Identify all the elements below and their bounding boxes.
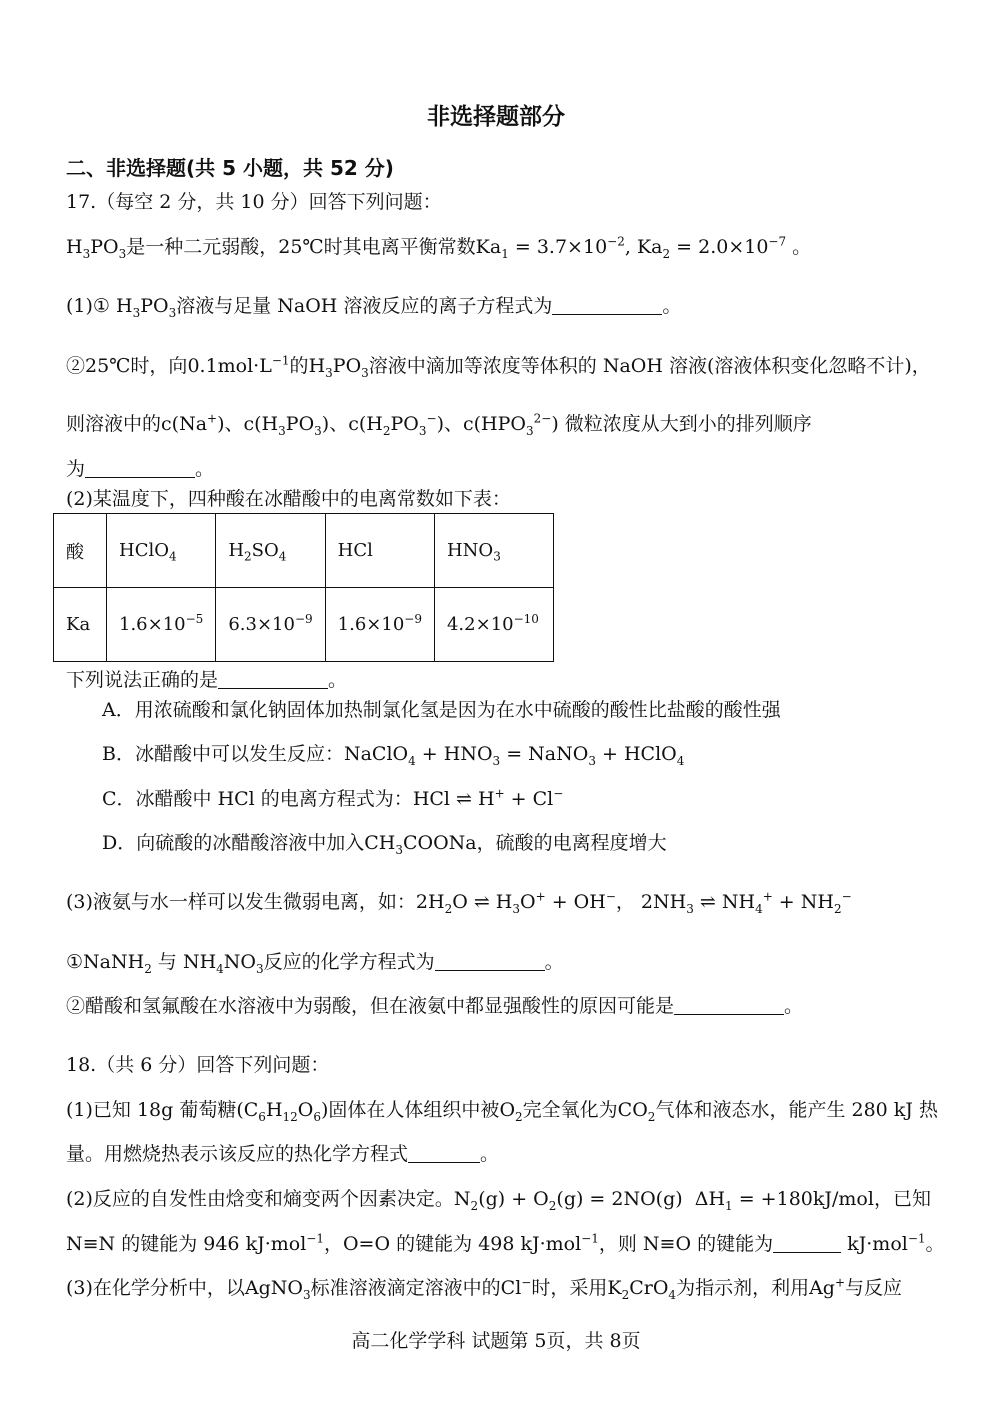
table-cell: $4.2\times 10^{-10}$ [434, 588, 553, 662]
q18-part2-b: N≡N 的键能为 946 kJ·mol$^{-1}$，O=O 的键能为 498 kJ·mol$^{-1}$，则 N≡O 的键能为 kJ·mol$^{-1}$。 [66, 1231, 945, 1255]
table-label-ka: Ka [54, 588, 107, 662]
q17-part1-2: ②25℃时，向$0.1mol\cdot L^{-1}$的$H_3PO_3$溶液中滴加等浓度等体积的 NaOH 溶液(溶液体积变化忽略不计)， [66, 353, 931, 380]
answer-blank[interactable] [773, 1234, 841, 1253]
answer-blank[interactable] [674, 996, 784, 1015]
table-header-hclo4: HClO$_4$ [107, 514, 216, 588]
q17-part2-question: 下列说法正确的是 。 [66, 669, 348, 691]
q17-part3-2: ②醋酸和氢氟酸在水溶液中为弱酸，但在液氨中都显强酸性的原因可能是 。 [66, 995, 804, 1017]
answer-blank[interactable] [552, 296, 662, 315]
q17-part2: (2)某温度下，四种酸在冰醋酸中的电离常数如下表： [66, 488, 511, 510]
table-cell: $6.3\times 10^{-9}$ [216, 588, 325, 662]
q17-part1: (1)① $H_3PO_3$溶液与足量 NaOH 溶液反应的离子方程式为 。 [66, 295, 682, 320]
option-d: D．向硫酸的冰醋酸溶液中加入$CH_3COONa$，硫酸的电离程度增大 [102, 832, 667, 857]
q18-part1-b: 量。用燃烧热表示该反应的热化学方程式 。 [66, 1143, 500, 1165]
option-a: A．用浓硫酸和氯化钠固体加热制氯化氢是因为在水中硫酸的酸性比盐酸的酸性强 [102, 699, 781, 721]
ka-table [53, 513, 554, 662]
table-header-hcl: HCl [325, 514, 434, 588]
table-cell: $1.6\times 10^{-9}$ [325, 588, 434, 662]
answer-blank[interactable] [218, 670, 328, 689]
page-footer: 高二化学学科 试题第 5页，共 8页 [351, 1330, 641, 1352]
q18-part1: (1)已知 18g 葡萄糖$(C_6H_{12}O_6)$固体在人体组织中被$O_2$完全氧化为$CO_2$气体和液态水，能产生 280 kJ 热 [66, 1099, 938, 1124]
q18-part3: (3)在化学分析中，以AgNO$_3$标准溶液滴定溶液中的Cl−时，采用$K_2CrO_4$为指示剂，利用Ag+与反应 [66, 1275, 903, 1302]
q17-part1-answer: 为 。 [66, 458, 215, 480]
section-heading: 二、非选择题(共 5 小题，共 52 分) [66, 156, 394, 180]
q17-part1-order: 则溶液中的c(Na+)、$c(H_3PO_3)$、$c(H_2PO_3^-)$、$c(HPO_3^{2-})$ 微粒浓度从大到小的排列顺序 [66, 411, 812, 438]
answer-blank[interactable] [85, 459, 195, 478]
table-header-h2so4: $H_2SO_4$ [216, 514, 325, 588]
option-b: B．冰醋酸中可以发生反应：NaClO$_4$ + $HNO_3$ = NaNO$_3$ + HClO$_4$ [102, 743, 685, 768]
option-c: C．冰醋酸中 HCl 的电离方程式为：HCl ⇌ H+ + Cl− [102, 786, 564, 810]
table-cell: $1.6\times 10^{-5}$ [107, 588, 216, 662]
q17-intro: $H_3PO_3$是一种二元弱酸，25℃时其电离平衡常数$Ka_1 = 3.7\times 10^{-2}$, $Ka_2 = 2.0\times 10^{-7}$ 。 [66, 234, 812, 261]
answer-blank[interactable] [435, 952, 545, 971]
q17-heading: 17.（每空 2 分，共 10 分）回答下列问题： [66, 191, 442, 213]
q17-part3: (3)液氨与水一样可以发生微弱电离，如：$2H_2O$ ⇌ $H_3O^+ + OH^-$， $2NH_3$ ⇌ $NH_4^+ + NH_2^-$ [66, 889, 852, 916]
q18-part2: (2)反应的自发性由焓变和熵变两个因素决定。$N_2(g) + O_2(g) = 2NO(g) \Delta H_1 = +180kJ/mol$，已知 [66, 1188, 931, 1213]
answer-blank[interactable] [408, 1144, 480, 1163]
q18-heading: 18.（共 6 分）回答下列问题： [66, 1054, 330, 1076]
table-header-hno3: $HNO_3$ [434, 514, 553, 588]
page-title: 非选择题部分 [427, 104, 565, 130]
table-header-acid: 酸 [54, 514, 107, 588]
q17-part3-1: ①NaNH$_2$ 与 $NH_4NO_3$反应的化学方程式为 。 [66, 951, 564, 976]
